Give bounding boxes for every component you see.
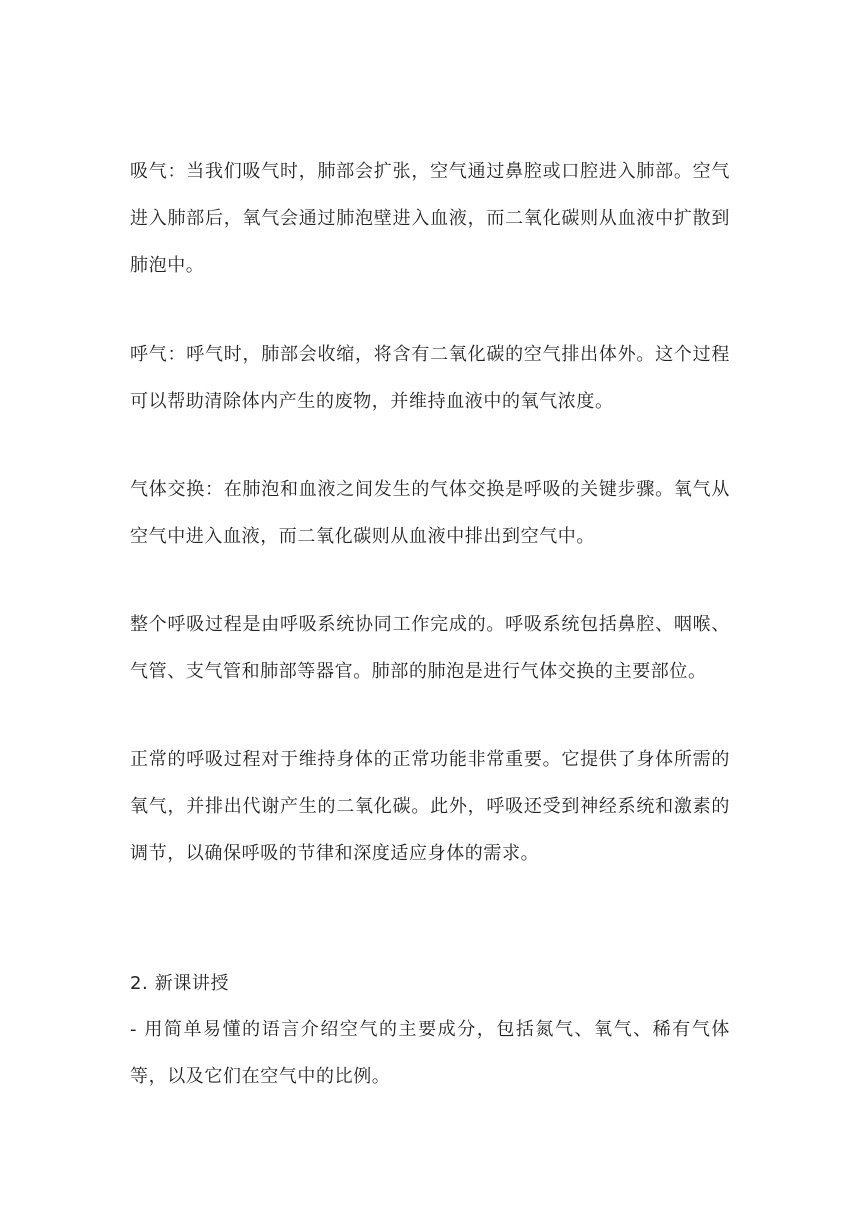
paragraph-importance: 正常的呼吸过程对于维持身体的正常功能非常重要。它提供了身体所需的氧气，并排出代谢产生的二氧化碳。此外，呼吸还受到神经系统和激素的调节，以确保呼吸的节律和深度适应身体的需求。 (130, 749, 730, 864)
paragraph-gas-exchange: 气体交换：在肺泡和血液之间发生的气体交换是呼吸的关键步骤。氧气从空气中进入血液，而二氧化碳则从血液中排出到空气中。 (130, 479, 730, 547)
paragraph-exhale: 呼气：呼气时，肺部会收缩，将含有二氧化碳的空气排出体外。这个过程可以帮助清除体内产生的废物，并维持血液中的氧气浓度。 (130, 344, 730, 412)
section-heading: 2. 新课讲授 (130, 973, 230, 994)
paragraph-inhale: 吸气：当我们吸气时，肺部会扩张，空气通过鼻腔或口腔进入肺部。空气进入肺部后，氧气会通过肺泡壁进入血液，而二氧化碳则从血液中扩散到肺泡中。 (130, 161, 730, 276)
bullet-item: - 用简单易懂的语言介绍空气的主要成分，包括氮气、氧气、稀有气体等，以及它们在空气中的比例。 (130, 1019, 730, 1087)
paragraph-respiratory-system: 整个呼吸过程是由呼吸系统协同工作完成的。呼吸系统包括鼻腔、咽喉、气管、支气管和肺部等器官。肺部的肺泡是进行气体交换的主要部位。 (130, 614, 730, 682)
